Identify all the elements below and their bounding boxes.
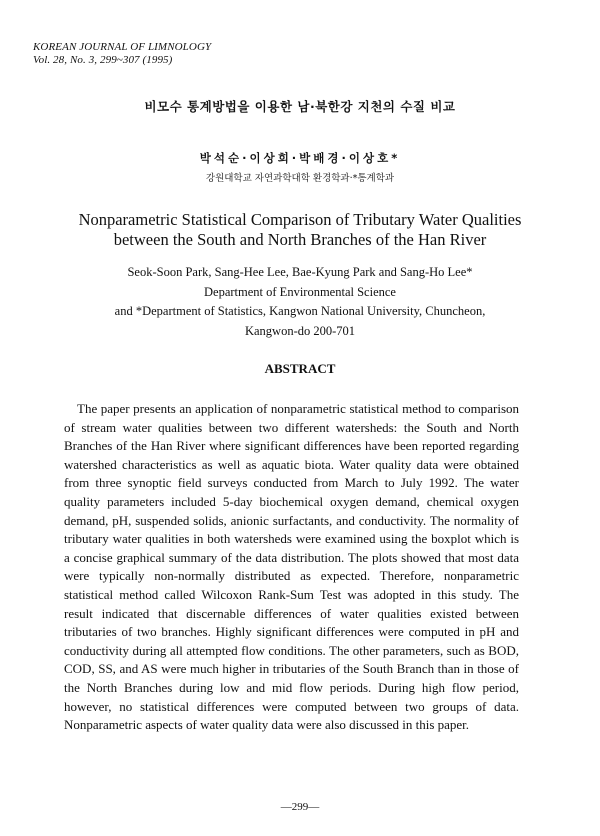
journal-name: KOREAN JOURNAL OF LIMNOLOGY: [33, 41, 212, 53]
journal-header: [33, 41, 211, 67]
korean-authors: 박석순·이상희·박배경·이상호*: [199, 151, 401, 165]
page-number: —299—: [280, 801, 320, 813]
english-title-line-1: Nonparametric Statistical Comparison of Tributary Water Qualities: [78, 210, 522, 229]
korean-affiliation: 강원대학교 자연과학대학 환경학과·*통계학과: [205, 173, 395, 184]
abstract-heading: ABSTRACT: [264, 361, 336, 376]
volume-info: Vol. 28, No. 3, 299~307 (1995): [33, 54, 173, 66]
english-authors: Seok-Soon Park, Sang-Hee Lee, Bae-Kyung Park and Sang-Ho Lee*: [127, 265, 473, 279]
english-title: [0, 210, 600, 250]
affiliation-line-2: and *Department of Statistics, Kangwon National University, Chuncheon,: [114, 304, 486, 318]
english-title-line-2: between the South and North Branches of the Han River: [113, 230, 487, 249]
korean-title: 비모수 통계방법을 이용한 남·북한강 지천의 수질 비교: [144, 99, 456, 114]
affiliation-line-1: Department of Environmental Science: [204, 284, 396, 299]
affiliation-line-3: Kangwon-do 200-701: [244, 323, 356, 338]
abstract-body: The paper presents an application of nonparametric statistical method to comparison of stream water qualities between two different watersheds: the South and North Branches of the Han River where significant differences have been reported regarding watershed characteristics as well as aquatic biota. Water quality data were obtained from three synoptic field surveys conducted from March to July 1992. The water quality parameters included 5-day biochemical oxygen demand, chemical oxygen demand, pH, suspended solids, anionic surfactants, and conductivity. The normality of tributary water qualities in both watersheds were examined using the boxplot which is a concise graphical summary of the data distribution. The plots showed that most data were typically non-normally distributed as expected. Therefore, nonparametric statistical method called Wilcoxon Rank-Sum Test was adopted in this study. The result indicated that discernable differences of water qualities existed between tributaries of two branches. Highly significant differences were computed in pH and conductivity during all attempted flow conditions. The other parameters, such as BOD, COD, SS, and AS were much higher in tributaries of the South Branch than in those of the North Branches during low and mid flow periods. During high flow period, however, no statistical differences were computed between two groups of data. Nonparametric aspects of water quality data were also discussed in this paper.: [64, 401, 519, 733]
english-author-block: [0, 263, 600, 341]
